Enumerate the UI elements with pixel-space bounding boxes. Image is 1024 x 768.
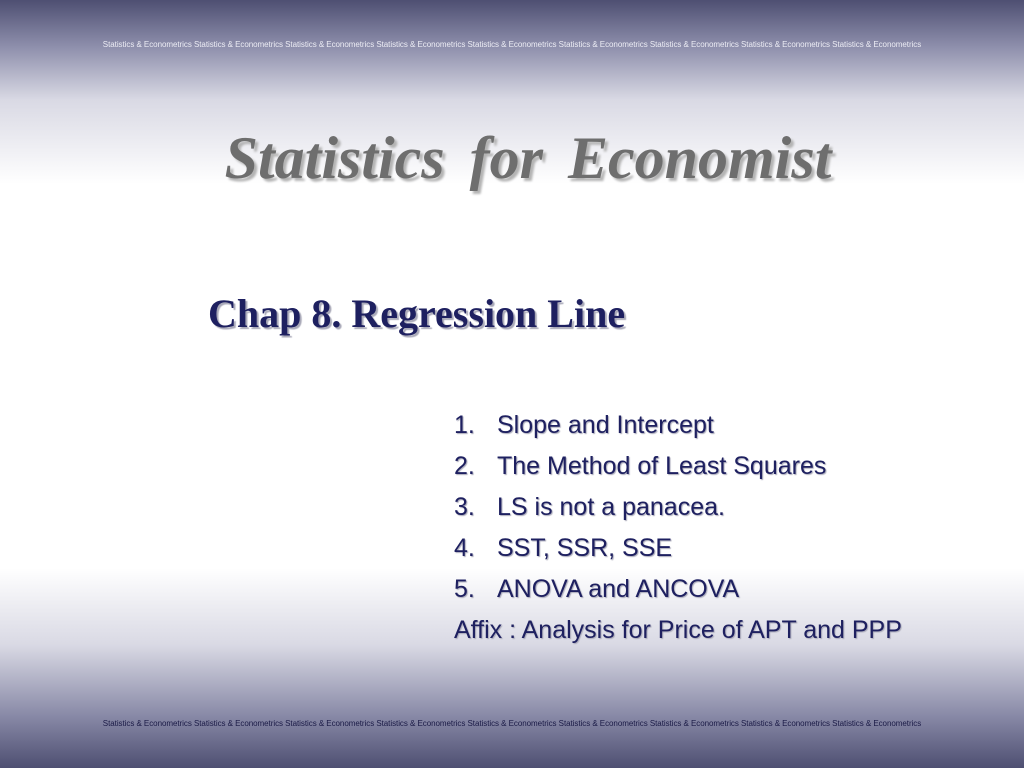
item-text: The Method of Least Squares	[497, 452, 827, 480]
item-number: 5.	[454, 575, 475, 603]
item-number: 2.	[454, 452, 475, 480]
footer-banner: Statistics & Econometrics Statistics & Econometrics Statistics & Econometrics Statistics & Econometrics Statistics & Econometrics Statistics & Econometrics Statistics & Econometrics Statistics & Econometrics Statistics & Econometrics	[102, 719, 922, 728]
header-banner: Statistics & Econometrics Statistics & Econometrics Statistics & Econometrics Statistics & Econometrics Statistics & Econometrics Statistics & Econometrics Statistics & Econometrics Statistics & Econometrics Statistics & Econometrics	[102, 40, 922, 49]
item-number: 1.	[454, 411, 475, 439]
item-text: ANOVA and ANCOVA	[497, 575, 740, 603]
chapter-title: Chap 8. Regression Line	[208, 291, 626, 336]
list-item	[454, 405, 902, 446]
affix-item	[454, 610, 902, 651]
contents-list	[454, 405, 902, 651]
list-item	[454, 569, 902, 610]
item-text: SST, SSR, SSE	[497, 534, 673, 562]
list-item	[454, 446, 902, 487]
list-item	[454, 528, 902, 569]
item-text: Slope and Intercept	[497, 411, 714, 439]
item-number: 4.	[454, 534, 475, 562]
item-text: LS is not a panacea.	[497, 493, 725, 521]
item-number: 3.	[454, 493, 475, 521]
slide-title: Statistics for Economist	[224, 125, 832, 191]
affix-text: Affix : Analysis for Price of APT and PPP	[454, 616, 902, 644]
list-item	[454, 487, 902, 528]
